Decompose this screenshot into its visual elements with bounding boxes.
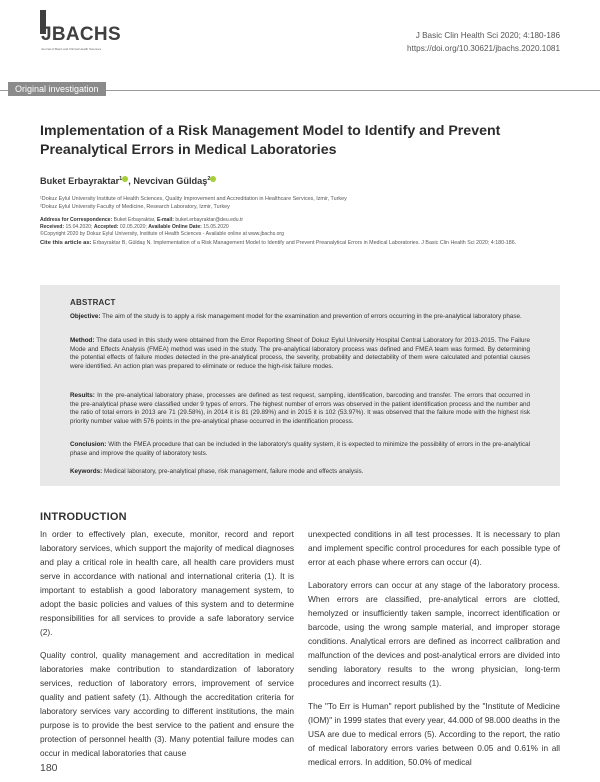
online-date-value: 15.05.2020: [203, 224, 229, 230]
body-column-right: [308, 527, 560, 778]
objective-label: Objective:: [70, 313, 101, 320]
body-paragraph: unexpected conditions in all test processes. It is necessary to plan and implement specific control procedures for each possible type of error at each phase where errors can occur (4).: [308, 529, 560, 567]
body-paragraph: Laboratory errors can occur at any stage of the laboratory process. When errors are classified, pre-analytical errors are clotted, hemolyzed or insufficiently taken sample, incorrect identification or barcode, using the wrong sample material, and improper storage conditions. Analytical errors are defined as incorrect calibration and malfunction of the devices and post-analytical errors are divided into sending laboratory results to the wrong physician, long-term procedures and incorrect results (1).: [308, 580, 560, 688]
dates-line: [40, 224, 229, 230]
author-separator: ,: [128, 176, 131, 187]
logo-subtitle: Journal of Basic and Clinical Health Sciences: [41, 47, 102, 51]
body-paragraph: In order to effectively plan, execute, monitor, record and report laboratory services, which support the majority of medical diagnoses and play a critical role in health care, all health care providers must serve in accordance with national and international criteria (1). It is important to establish a good laboratory management system, to adopt the basic policies and values of this system and to determine responsibilities for all services to provide a safe laboratory service (2).: [40, 529, 294, 637]
results-label: Results:: [70, 392, 95, 399]
body-column-left: [40, 527, 294, 769]
conclusion-text: With the FMEA procedure that can be included in the laboratory's quality system, it is expected to minimize the possibility of errors in the pre-analytical phase and improve the quality of laboratory tests.: [70, 441, 530, 457]
conclusion-label: Conclusion:: [70, 441, 107, 448]
received-label: Received:: [40, 224, 65, 230]
email-label: E-mail:: [156, 217, 174, 223]
abstract-objective: [70, 313, 530, 322]
online-date-label: Available Online Date:: [148, 224, 202, 230]
correspondence-label: Address for Correspondence:: [40, 217, 113, 223]
journal-reference: [407, 29, 560, 55]
email-value[interactable]: buket.erbayraktar@deu.edu.tr: [175, 217, 244, 223]
orcid-icon[interactable]: [210, 176, 216, 182]
body-paragraph: The "To Err is Human" report published by the "Institute of Medicine (IOM)" in 1999 states that every year, 44.000 of 98.000 deaths in the USA are due to medical errors (5). According to the report, the ratio of medical laboratory errors varies between 0.05 and 0.61% in all medical errors. In addition, 50.0% of medical: [308, 701, 560, 767]
abstract-conclusion: [70, 441, 530, 458]
article-title: Implementation of a Risk Management Model to Identify and Prevent Preanalytical Errors in Medical Laboratories: [40, 123, 501, 158]
body-paragraph: Quality control, quality management and accreditation in medical laboratories make contribution to standardization of laboratory services, reduction of laboratory errors, improvement of service quality and patient safety (1). Although the accreditation criteria for laboratory services vary according to different institutions, the main purpose is to provide the best service to the patient and ensure the protection of personnel health (3). Many potential failure modes can occur in medical laboratories that cause: [40, 650, 294, 758]
author-name: Buket Erbayraktar: [40, 176, 120, 187]
results-text: In the pre-analytical laboratory phase, processes are defined as test request, sampling, identification, barcoding and transfer. The errors that occurred in the pre-analytical phase were classified under 9 types of errors. The highest number of errors was observed in the patient identification process and the number and the ratio of total errors in 2013 are 71 (29.58%), in 2014 it is 81 (29.89%) and in 2015 it is 102 (53.97%). It was observed that the failure mode with the highest risk priority number value with 576 points in the pre-analytical phase occurred in the identification process.: [70, 392, 531, 425]
accepted-label: Accepted:: [93, 224, 119, 230]
authors-line: [40, 176, 216, 186]
abstract-keywords: [70, 468, 530, 475]
method-label: Method:: [70, 337, 95, 344]
author-name: Nevcivan Güldaş: [133, 176, 208, 187]
cite-label: Cite this article as:: [40, 240, 92, 246]
keywords-label: Keywords:: [70, 468, 103, 475]
introduction-heading: INTRODUCTION: [40, 511, 127, 523]
doi-link[interactable]: https://doi.org/10.30621/jbachs.2020.1081: [407, 44, 560, 53]
affiliation-1: ¹Dokuz Eylul University Institute of Health Sciences, Quality Improvement and Accreditation in Healthcare Services, Izmir, Turkey: [40, 196, 347, 202]
author-affiliation-mark: 2: [207, 176, 211, 182]
keywords-text: Medical laboratory, pre-analytical phase, risk management, failure mode and effects analysis.: [103, 468, 364, 475]
objective-text: The aim of the study is to apply a risk management model for the examination and prevention of errors occurring in the pre-analytical laboratory phase.: [102, 313, 522, 320]
copyright-line: ©Copyright 2020 by Dokuz Eylul University, Institute of Health Sciences - Available online at www.jbachs.org: [40, 231, 284, 237]
cite-line: [40, 240, 516, 246]
method-text: The data used in this study were obtained from the Error Reporting Sheet of Dokuz Eylul University Hospital Central Laboratory for 2013-2015. The Failure Mode and Effects Analysis (FMEA) method was used in the study. The pre-analytical laboratory process was defined and FMEA team was formed. By determining the potential effects of failure modes detected in the pre-analytical process, the severity, probability and detectability of them were calculated and potential causes were identified. An action plan was prepared to eliminate or reduce the high-risk failure modes.: [70, 337, 530, 370]
cite-text: Erbayraktar B, Güldaş N. Implementation of a Risk Management Model to Identify and Prevent Preanalytical Errors in Medical Laboratories. J Basic Clin Health Sci 2020; 4:180-186.: [93, 240, 517, 246]
abstract-heading: ABSTRACT: [70, 298, 116, 307]
correspondence-value: Buket Erbayraktar,: [113, 217, 156, 223]
logo-text: JBACHS: [41, 24, 121, 45]
abstract-box: [40, 285, 560, 486]
abstract-method: [70, 337, 530, 371]
page-number: 180: [40, 762, 58, 774]
author-affiliation-mark: 1: [119, 176, 123, 182]
received-value: 15.04.2020;: [65, 224, 93, 230]
journal-citation-line: J Basic Clin Health Sci 2020; 4:180-186: [415, 31, 560, 40]
correspondence-line: [40, 217, 243, 223]
abstract-results: [70, 392, 530, 426]
section-tag: Original investigation: [8, 82, 106, 96]
accepted-value: 02.05.2020;: [119, 224, 147, 230]
affiliation-2: ²Dokuz Eylul University Faculty of Medicine, Research Laboratory, Izmir, Turkey: [40, 204, 230, 210]
